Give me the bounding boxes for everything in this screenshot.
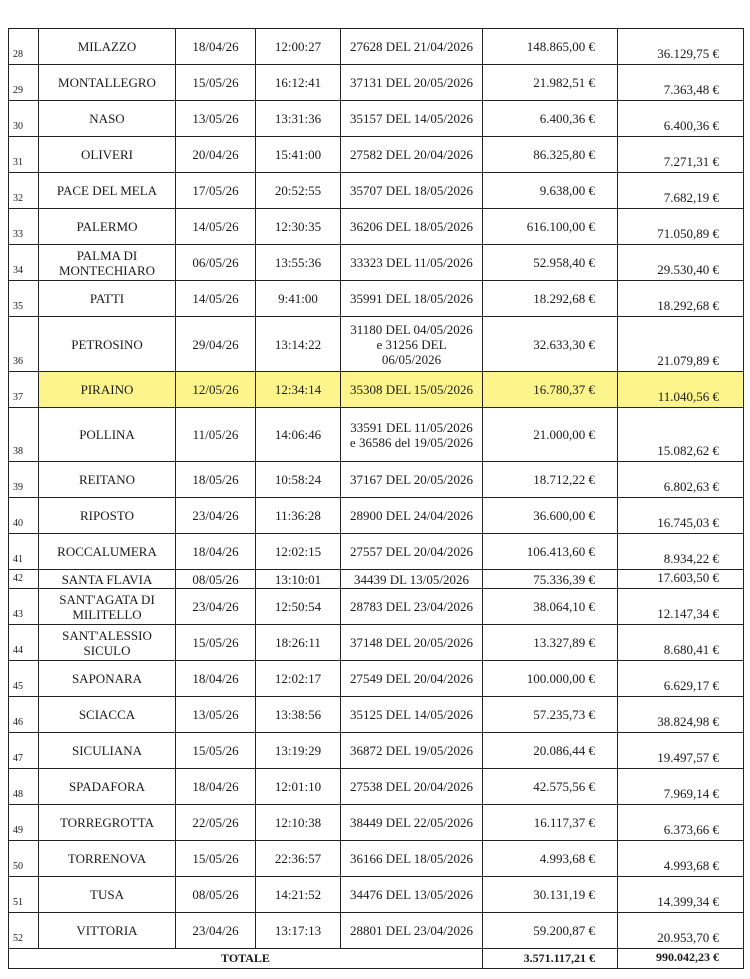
comune-cell: PIRAINO: [39, 372, 176, 408]
table-row: [9, 372, 744, 408]
amount-cell: 148.865,00 €: [483, 29, 618, 65]
time-cell: 13:17:13: [256, 913, 341, 949]
protocol-cell: 33323 DEL 11/05/2026: [341, 245, 483, 281]
date-cell: 18/04/26: [176, 534, 256, 570]
table-row: [9, 589, 744, 625]
table-row: [9, 408, 744, 462]
comune-cell: SANTA FLAVIA: [39, 570, 176, 589]
date-cell: 23/04/26: [176, 498, 256, 534]
amount-cell: 57.235,73 €: [483, 697, 618, 733]
date-cell: 15/05/26: [176, 841, 256, 877]
row-number: 34: [9, 245, 39, 281]
row-number: 31: [9, 137, 39, 173]
date-cell: 23/04/26: [176, 589, 256, 625]
table-row: [9, 913, 744, 949]
liquidated-cell: 6.802,63 €: [618, 462, 744, 498]
protocol-cell: 36166 DEL 18/05/2026: [341, 841, 483, 877]
row-number: 38: [9, 408, 39, 462]
row-number: 30: [9, 101, 39, 137]
time-cell: 12:50:54: [256, 589, 341, 625]
date-cell: 13/05/26: [176, 697, 256, 733]
amount-cell: 36.600,00 €: [483, 498, 618, 534]
total-label: TOTALE: [9, 949, 483, 969]
date-cell: 15/05/26: [176, 625, 256, 661]
protocol-cell: 38449 DEL 22/05/2026: [341, 805, 483, 841]
liquidation-table: [8, 28, 744, 969]
amount-cell: 616.100,00 €: [483, 209, 618, 245]
amount-cell: 21.000,00 €: [483, 408, 618, 462]
amount-cell: 32.633,30 €: [483, 317, 618, 372]
liquidated-cell: 8.934,22 €: [618, 534, 744, 570]
row-number: 49: [9, 805, 39, 841]
protocol-cell: 35125 DEL 14/05/2026: [341, 697, 483, 733]
time-cell: 13:38:56: [256, 697, 341, 733]
table-row: [9, 173, 744, 209]
time-cell: 14:06:46: [256, 408, 341, 462]
row-number: 32: [9, 173, 39, 209]
liquidated-cell: 6.400,36 €: [618, 101, 744, 137]
total-row: [9, 949, 744, 969]
comune-cell: SAPONARA: [39, 661, 176, 697]
liquidated-cell: 12.147,34 €: [618, 589, 744, 625]
comune-cell: SCIACCA: [39, 697, 176, 733]
table-row: [9, 697, 744, 733]
row-number: 29: [9, 65, 39, 101]
amount-cell: 38.064,10 €: [483, 589, 618, 625]
amount-cell: 16.117,37 €: [483, 805, 618, 841]
protocol-cell: 27549 DEL 20/04/2026: [341, 661, 483, 697]
time-cell: 12:02:15: [256, 534, 341, 570]
amount-cell: 100.000,00 €: [483, 661, 618, 697]
table-row: [9, 534, 744, 570]
liquidated-cell: 21.079,89 €: [618, 317, 744, 372]
liquidated-cell: 29.530,40 €: [618, 245, 744, 281]
table-body: [9, 29, 744, 949]
date-cell: 13/05/26: [176, 101, 256, 137]
row-number: 36: [9, 317, 39, 372]
liquidated-cell: 18.292,68 €: [618, 281, 744, 317]
protocol-cell: 33591 DEL 11/05/2026 e 36586 del 19/05/2026: [341, 408, 483, 462]
table-row: [9, 65, 744, 101]
comune-cell: PACE DEL MELA: [39, 173, 176, 209]
table-row: [9, 661, 744, 697]
liquidated-cell: 71.050,89 €: [618, 209, 744, 245]
row-number: 41: [9, 534, 39, 570]
liquidated-cell: 38.824,98 €: [618, 697, 744, 733]
date-cell: 11/05/26: [176, 408, 256, 462]
protocol-cell: 28801 DEL 23/04/2026: [341, 913, 483, 949]
liquidated-cell: 16.745,03 €: [618, 498, 744, 534]
liquidated-cell: 11.040,56 €: [618, 372, 744, 408]
protocol-cell: 27538 DEL 20/04/2026: [341, 769, 483, 805]
protocol-cell: 35991 DEL 18/05/2026: [341, 281, 483, 317]
liquidated-cell: 7.363,48 €: [618, 65, 744, 101]
amount-cell: 30.131,19 €: [483, 877, 618, 913]
time-cell: 20:52:55: [256, 173, 341, 209]
amount-cell: 18.712,22 €: [483, 462, 618, 498]
time-cell: 12:01:10: [256, 769, 341, 805]
amount-cell: 21.982,51 €: [483, 65, 618, 101]
amount-cell: 59.200,87 €: [483, 913, 618, 949]
row-number: 47: [9, 733, 39, 769]
comune-cell: SANT'AGATA DI MILITELLO: [39, 589, 176, 625]
protocol-cell: 37131 DEL 20/05/2026: [341, 65, 483, 101]
amount-cell: 75.336,39 €: [483, 570, 618, 589]
row-number: 46: [9, 697, 39, 733]
liquidated-cell: 6.373,66 €: [618, 805, 744, 841]
liquidated-cell: 7.682,19 €: [618, 173, 744, 209]
comune-cell: SPADAFORA: [39, 769, 176, 805]
comune-cell: PALERMO: [39, 209, 176, 245]
time-cell: 22:36:57: [256, 841, 341, 877]
total-importo: 3.571.117,21 €: [483, 949, 618, 969]
row-number: 43: [9, 589, 39, 625]
table-row: [9, 877, 744, 913]
comune-cell: MONTALLEGRO: [39, 65, 176, 101]
row-number: 44: [9, 625, 39, 661]
time-cell: 18:26:11: [256, 625, 341, 661]
time-cell: 16:12:41: [256, 65, 341, 101]
date-cell: 18/04/26: [176, 769, 256, 805]
date-cell: 18/04/26: [176, 29, 256, 65]
comune-cell: NASO: [39, 101, 176, 137]
comune-cell: SICULIANA: [39, 733, 176, 769]
date-cell: 22/05/26: [176, 805, 256, 841]
date-cell: 23/04/26: [176, 913, 256, 949]
date-cell: 18/04/26: [176, 661, 256, 697]
row-number: 35: [9, 281, 39, 317]
liquidated-cell: 19.497,57 €: [618, 733, 744, 769]
liquidated-cell: 20.953,70 €: [618, 913, 744, 949]
liquidated-cell: 8.680,41 €: [618, 625, 744, 661]
time-cell: 12:00:27: [256, 29, 341, 65]
liquidated-cell: 15.082,62 €: [618, 408, 744, 462]
comune-cell: RIPOSTO: [39, 498, 176, 534]
comune-cell: MILAZZO: [39, 29, 176, 65]
protocol-cell: 35308 DEL 15/05/2026: [341, 372, 483, 408]
row-number: 33: [9, 209, 39, 245]
time-cell: 13:31:36: [256, 101, 341, 137]
time-cell: 13:55:36: [256, 245, 341, 281]
comune-cell: TUSA: [39, 877, 176, 913]
time-cell: 13:19:29: [256, 733, 341, 769]
amount-cell: 106.413,60 €: [483, 534, 618, 570]
date-cell: 12/05/26: [176, 372, 256, 408]
date-cell: 15/05/26: [176, 733, 256, 769]
protocol-cell: 37167 DEL 20/05/2026: [341, 462, 483, 498]
amount-cell: 42.575,56 €: [483, 769, 618, 805]
protocol-cell: 28783 DEL 23/04/2026: [341, 589, 483, 625]
comune-cell: PATTI: [39, 281, 176, 317]
table-row: [9, 101, 744, 137]
amount-cell: 9.638,00 €: [483, 173, 618, 209]
date-cell: 18/05/26: [176, 462, 256, 498]
row-number: 48: [9, 769, 39, 805]
row-number: 39: [9, 462, 39, 498]
row-number: 42: [9, 570, 39, 589]
time-cell: 12:10:38: [256, 805, 341, 841]
liquidated-cell: 7.969,14 €: [618, 769, 744, 805]
date-cell: 14/05/26: [176, 281, 256, 317]
table-row: [9, 137, 744, 173]
table-row: [9, 29, 744, 65]
date-cell: 06/05/26: [176, 245, 256, 281]
table-row: [9, 498, 744, 534]
comune-cell: TORRENOVA: [39, 841, 176, 877]
protocol-cell: 37148 DEL 20/05/2026: [341, 625, 483, 661]
row-number: 52: [9, 913, 39, 949]
protocol-cell: 27557 DEL 20/04/2026: [341, 534, 483, 570]
row-number: 50: [9, 841, 39, 877]
time-cell: 9:41:00: [256, 281, 341, 317]
time-cell: 12:02:17: [256, 661, 341, 697]
table-row: [9, 733, 744, 769]
table-row: [9, 769, 744, 805]
protocol-cell: 36206 DEL 18/05/2026: [341, 209, 483, 245]
table-row: [9, 570, 744, 589]
date-cell: 08/05/26: [176, 570, 256, 589]
time-cell: 12:34:14: [256, 372, 341, 408]
protocol-cell: 35707 DEL 18/05/2026: [341, 173, 483, 209]
date-cell: 29/04/26: [176, 317, 256, 372]
time-cell: 13:14:22: [256, 317, 341, 372]
liquidated-cell: 4.993,68 €: [618, 841, 744, 877]
liquidated-cell: 17.603,50 €: [618, 570, 744, 589]
row-number: 51: [9, 877, 39, 913]
table-row: [9, 245, 744, 281]
liquidated-cell: 36.129,75 €: [618, 29, 744, 65]
amount-cell: 18.292,68 €: [483, 281, 618, 317]
protocol-cell: 31180 DEL 04/05/2026 e 31256 DEL 06/05/2026: [341, 317, 483, 372]
comune-cell: PETROSINO: [39, 317, 176, 372]
comune-cell: TORREGROTTA: [39, 805, 176, 841]
date-cell: 15/05/26: [176, 65, 256, 101]
time-cell: 10:58:24: [256, 462, 341, 498]
amount-cell: 86.325,80 €: [483, 137, 618, 173]
comune-cell: PALMA DI MONTECHIARO: [39, 245, 176, 281]
date-cell: 17/05/26: [176, 173, 256, 209]
date-cell: 08/05/26: [176, 877, 256, 913]
protocol-cell: 28900 DEL 24/04/2026: [341, 498, 483, 534]
date-cell: 20/04/26: [176, 137, 256, 173]
comune-cell: OLIVERI: [39, 137, 176, 173]
amount-cell: 6.400,36 €: [483, 101, 618, 137]
amount-cell: 13.327,89 €: [483, 625, 618, 661]
row-number: 45: [9, 661, 39, 697]
table-row: [9, 209, 744, 245]
time-cell: 13:10:01: [256, 570, 341, 589]
time-cell: 15:41:00: [256, 137, 341, 173]
liquidated-cell: 7.271,31 €: [618, 137, 744, 173]
amount-cell: 52.958,40 €: [483, 245, 618, 281]
protocol-cell: 34439 DL 13/05/2026: [341, 570, 483, 589]
row-number: 28: [9, 29, 39, 65]
time-cell: 14:21:52: [256, 877, 341, 913]
protocol-cell: 27582 DEL 20/04/2026: [341, 137, 483, 173]
row-number: 37: [9, 372, 39, 408]
time-cell: 12:30:35: [256, 209, 341, 245]
row-number: 40: [9, 498, 39, 534]
protocol-cell: 27628 DEL 21/04/2026: [341, 29, 483, 65]
amount-cell: 4.993,68 €: [483, 841, 618, 877]
total-liquidato: 990.042,23 €: [618, 949, 744, 969]
table-row: [9, 625, 744, 661]
liquidated-cell: 6.629,17 €: [618, 661, 744, 697]
table-row: [9, 462, 744, 498]
comune-cell: REITANO: [39, 462, 176, 498]
protocol-cell: 35157 DEL 14/05/2026: [341, 101, 483, 137]
time-cell: 11:36:28: [256, 498, 341, 534]
table-row: [9, 317, 744, 372]
protocol-cell: 36872 DEL 19/05/2026: [341, 733, 483, 769]
table-row: [9, 805, 744, 841]
comune-cell: VITTORIA: [39, 913, 176, 949]
comune-cell: ROCCALUMERA: [39, 534, 176, 570]
table-row: [9, 841, 744, 877]
comune-cell: SANT'ALESSIO SICULO: [39, 625, 176, 661]
amount-cell: 20.086,44 €: [483, 733, 618, 769]
date-cell: 14/05/26: [176, 209, 256, 245]
comune-cell: POLLINA: [39, 408, 176, 462]
protocol-cell: 34476 DEL 13/05/2026: [341, 877, 483, 913]
liquidated-cell: 14.399,34 €: [618, 877, 744, 913]
table-row: [9, 281, 744, 317]
amount-cell: 16.780,37 €: [483, 372, 618, 408]
